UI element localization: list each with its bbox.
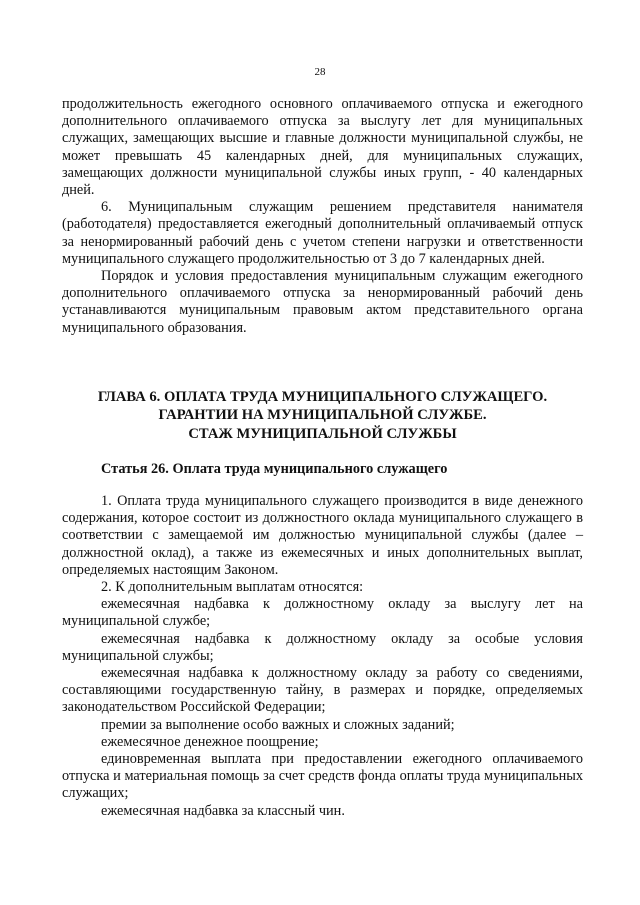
list-item: ежемесячная надбавка к должностному окладу за выслугу лет на муниципальной службе; [62,596,583,630]
text-block-bottom [62,493,583,820]
page-number: 28 [314,66,326,78]
paragraph-procedure: Порядок и условия предоставления муниципальным служащим ежегодного дополнительного оплачиваемого отпуска за ненормированный рабочий день устанавливаются муниципальным правовым актом представительного органа муниципального образования. [62,268,583,336]
chapter-heading-line-1: ГЛАВА 6. ОПЛАТА ТРУДА МУНИЦИПАЛЬНОГО СЛУЖАЩЕГО. [97,389,548,405]
list-item: единовременная выплата при предоставлении ежегодного оплачиваемого отпуска и материальная помощь за счет средств фонда оплаты труда муниципальных служащих; [62,751,583,802]
list-item: ежемесячная надбавка к должностному окладу за особые условия муниципальной службы; [62,630,583,664]
chapter-heading [62,388,583,443]
list-item: премии за выполнение особо важных и сложных заданий; [101,716,455,733]
paragraph-point-1: 1. Оплата труда муниципального служащего производится в виде денежного содержания, которое состоит из должностного оклада муниципального служащего в соответствии с замещаемой им должностью муниципальной службы (далее – должностной оклад), а также из ежемесячных и иных дополнительных выплат, определяемых настоящим Законом. [62,493,583,578]
text-block-top [62,96,583,337]
list-item: ежемесячная надбавка за классный чин. [101,802,345,819]
chapter-heading-line-3: СТАЖ МУНИЦИПАЛЬНОЙ СЛУЖБЫ [188,425,457,442]
list-item: ежемесячная надбавка к должностному окладу за работу со сведениями, составляющими государственную тайну, в размерах и порядке, определяемых законодательством Российской Федерации; [62,665,583,716]
paragraph-continuation: продолжительность ежегодного основного оплачиваемого отпуска и ежегодного дополнительного оплачиваемого отпуска за выслугу лет для муниципальных служащих, замещающих высшие и главные должности муниципальной службы, не может превышать 45 календарных дней, для муниципальных служащих, замещающих должности муниципальной службы иных групп, - 40 календарных дней. [62,96,583,199]
article-heading: Статья 26. Оплата труда муниципального служащего [101,461,448,477]
paragraph-point-2: 2. К дополнительным выплатам относятся: [101,579,364,596]
chapter-heading-line-2: ГАРАНТИИ НА МУНИЦИПАЛЬНОЙ СЛУЖБЕ. [158,407,487,424]
list-item: ежемесячное денежное поощрение; [101,733,319,750]
paragraph-item-6: 6. Муниципальным служащим решением представителя нанимателя (работодателя) предоставляется ежегодный дополнительный оплачиваемый отпуск за ненормированный рабочий день с учетом степени нагрузки и ответственности муниципального служащего продолжительностью от 3 до 7 календарных дней. [62,199,583,267]
